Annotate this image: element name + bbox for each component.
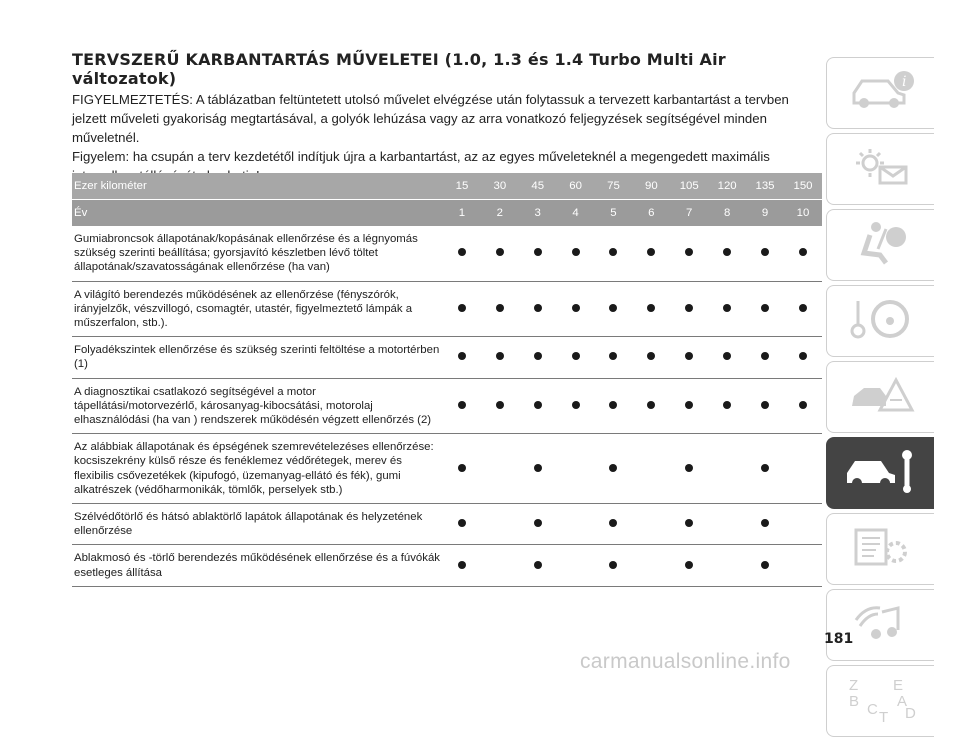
check-dot bbox=[799, 352, 807, 360]
check-dot bbox=[685, 519, 693, 527]
interval-cell bbox=[784, 434, 822, 504]
page-number: 181 bbox=[824, 631, 854, 647]
year-header-cell: 2 bbox=[481, 200, 519, 227]
check-dot bbox=[609, 352, 617, 360]
interval-cell bbox=[670, 226, 708, 281]
interval-cell bbox=[557, 434, 595, 504]
interval-cell bbox=[784, 337, 822, 378]
operation-description: Szélvédőtörlő és hátsó ablaktörlő lapátok állapotának és helyzetének ellenőrzése bbox=[72, 504, 443, 545]
check-dot bbox=[534, 464, 542, 472]
interval-cell bbox=[557, 504, 595, 545]
interval-cell bbox=[557, 378, 595, 434]
check-dot bbox=[496, 248, 504, 256]
check-dot bbox=[647, 401, 655, 409]
check-dot bbox=[534, 352, 542, 360]
check-dot bbox=[572, 352, 580, 360]
year-header-cell: 1 bbox=[443, 200, 481, 227]
interval-cell bbox=[708, 504, 746, 545]
interval-cell bbox=[784, 545, 822, 586]
interval-cell bbox=[443, 337, 481, 378]
interval-cell bbox=[746, 281, 784, 337]
table-row bbox=[72, 281, 822, 337]
year-header-cell: 3 bbox=[519, 200, 557, 227]
interval-cell bbox=[746, 545, 784, 586]
interval-cell bbox=[670, 378, 708, 434]
check-dot bbox=[458, 519, 466, 527]
interval-cell bbox=[557, 545, 595, 586]
interval-cell bbox=[557, 337, 595, 378]
interval-cell bbox=[481, 545, 519, 586]
interval-cell bbox=[481, 337, 519, 378]
check-dot bbox=[534, 248, 542, 256]
check-dot bbox=[685, 248, 693, 256]
interval-cell bbox=[708, 226, 746, 281]
interval-cell bbox=[519, 378, 557, 434]
index-letter: T bbox=[878, 708, 888, 724]
sidebar-tab-index-az[interactable] bbox=[826, 665, 934, 737]
km-header-cell: 15 bbox=[443, 173, 481, 200]
index-letter: Z bbox=[848, 676, 858, 694]
emergency-breakdown-icon bbox=[846, 372, 916, 423]
interval-cell bbox=[595, 226, 633, 281]
interval-cell bbox=[632, 378, 670, 434]
interval-cell bbox=[708, 281, 746, 337]
check-dot bbox=[572, 248, 580, 256]
sidebar-tab-warning-lights[interactable] bbox=[826, 133, 934, 205]
check-dot bbox=[534, 519, 542, 527]
page-title: TERVSZERŰ KARBANTARTÁS MŰVELETEI (1.0, 1.3 és 1.4 Turbo Multi Air változatok) bbox=[72, 50, 726, 88]
sidebar-tab-car-info[interactable] bbox=[826, 57, 934, 129]
table-row bbox=[72, 226, 822, 281]
svg-text:i: i bbox=[901, 73, 906, 90]
sidebar-tab-airbag-seat[interactable] bbox=[826, 209, 934, 281]
airbag-seat-icon bbox=[846, 219, 916, 272]
check-dot bbox=[723, 304, 731, 312]
check-dot bbox=[761, 401, 769, 409]
check-dot bbox=[685, 561, 693, 569]
interval-cell bbox=[595, 545, 633, 586]
check-dot bbox=[609, 248, 617, 256]
check-dot bbox=[458, 304, 466, 312]
year-header-label: Év bbox=[72, 200, 443, 227]
table-row bbox=[72, 337, 822, 378]
interval-cell bbox=[746, 504, 784, 545]
km-header-cell: 105 bbox=[670, 173, 708, 200]
interval-cell bbox=[443, 226, 481, 281]
index-letter: E bbox=[892, 676, 903, 694]
interval-cell bbox=[632, 281, 670, 337]
interval-cell bbox=[519, 545, 557, 586]
interval-cell bbox=[519, 434, 557, 504]
km-header-cell: 135 bbox=[746, 173, 784, 200]
operation-description: Ablakmosó és -törlő berendezés működésének ellenőrzése és a fúvókák esetleges állítása bbox=[72, 545, 443, 586]
year-header-cell: 10 bbox=[784, 200, 822, 227]
km-header-cell: 120 bbox=[708, 173, 746, 200]
index-az-icon bbox=[841, 674, 921, 729]
check-dot bbox=[458, 248, 466, 256]
table-body bbox=[72, 226, 822, 586]
note-paragraph: Figyelem: ha csupán a terv kezdetétől indítjuk újra a karbantartást, az az egyes műveleteknél a megengedett maximális bbox=[72, 149, 770, 164]
check-dot bbox=[534, 401, 542, 409]
index-letter: C bbox=[866, 700, 878, 718]
check-dot bbox=[723, 401, 731, 409]
interval-cell bbox=[595, 281, 633, 337]
interval-cell bbox=[670, 281, 708, 337]
interval-cell bbox=[557, 281, 595, 337]
operation-description: Gumiabroncsok állapotának/kopásának ellenőrzése és a légnyomás szükség szerinti beállítása; gyorsjavító készletben lévő töltet állapotának/szavatosságának ellenőrzése (ha van) bbox=[72, 226, 443, 281]
check-dot bbox=[761, 248, 769, 256]
interval-cell bbox=[519, 281, 557, 337]
sidebar-tab-car-maintenance[interactable] bbox=[826, 437, 934, 509]
car-info-icon bbox=[846, 69, 916, 118]
interval-cell bbox=[481, 504, 519, 545]
year-header-cell: 9 bbox=[746, 200, 784, 227]
interval-cell bbox=[595, 378, 633, 434]
interval-cell bbox=[595, 337, 633, 378]
interval-cell bbox=[708, 545, 746, 586]
year-header-cell: 6 bbox=[632, 200, 670, 227]
interval-cell bbox=[708, 434, 746, 504]
km-header-label: Ezer kilométer bbox=[72, 173, 443, 200]
sidebar-tab-technical-data[interactable] bbox=[826, 513, 934, 585]
check-dot bbox=[685, 304, 693, 312]
check-dot bbox=[761, 352, 769, 360]
km-header-cell: 75 bbox=[595, 173, 633, 200]
km-header-cell: 30 bbox=[481, 173, 519, 200]
technical-data-icon bbox=[846, 524, 916, 575]
year-header-cell: 8 bbox=[708, 200, 746, 227]
table-row bbox=[72, 434, 822, 504]
interval-cell bbox=[519, 226, 557, 281]
interval-cell bbox=[481, 281, 519, 337]
multimedia-icon bbox=[846, 600, 916, 651]
check-dot bbox=[609, 304, 617, 312]
interval-cell bbox=[443, 545, 481, 586]
index-letter: B bbox=[848, 692, 859, 710]
interval-cell bbox=[632, 545, 670, 586]
interval-cell bbox=[670, 545, 708, 586]
interval-cell bbox=[708, 337, 746, 378]
check-dot bbox=[799, 304, 807, 312]
check-dot bbox=[609, 401, 617, 409]
interval-cell bbox=[746, 434, 784, 504]
interval-cell bbox=[519, 337, 557, 378]
km-header-cell: 150 bbox=[784, 173, 822, 200]
watermark: carmanualsonline.info bbox=[580, 650, 791, 673]
interval-cell bbox=[595, 434, 633, 504]
warning-paragraph: FIGYELMEZTETÉS: A táblázatban feltüntetett utolsó művelet elvégzése után folytassuk a tervezett karbantartást a tervben jelzett műveleti gyakoriság megtartásával, a golyók lehúzása vagy az arra vonatkozó feljegyzések segítségével minden műveletnél. bbox=[72, 92, 789, 145]
check-dot bbox=[761, 464, 769, 472]
interval-cell bbox=[784, 281, 822, 337]
year-header-cell: 7 bbox=[670, 200, 708, 227]
table-row bbox=[72, 545, 822, 586]
check-dot bbox=[761, 304, 769, 312]
check-dot bbox=[685, 352, 693, 360]
interval-cell bbox=[481, 378, 519, 434]
operation-description: Folyadékszintek ellenőrzése és szükség szerinti feltöltése a motortérben (1) bbox=[72, 337, 443, 378]
sidebar-tab-steering-wheel-key[interactable] bbox=[826, 285, 934, 357]
check-dot bbox=[572, 401, 580, 409]
interval-cell bbox=[481, 226, 519, 281]
interval-cell bbox=[746, 378, 784, 434]
check-dot bbox=[534, 304, 542, 312]
km-header-cell: 45 bbox=[519, 173, 557, 200]
interval-cell bbox=[632, 226, 670, 281]
index-letter: A bbox=[896, 692, 907, 710]
interval-cell bbox=[519, 504, 557, 545]
car-maintenance-icon bbox=[841, 449, 921, 498]
check-dot bbox=[685, 401, 693, 409]
check-dot bbox=[723, 352, 731, 360]
interval-cell bbox=[784, 504, 822, 545]
operation-description: Az alábbiak állapotának és épségének szemrevételezéses ellenőrzése: kocsiszekrény külső része és fenéklemez védőrétegek, merev és flexibilis csővezetékek (kipufogó, üzemanyag-ellátó és fék), gumi alkatrészek (védőharmonikák, tömlők, perselyek stb.) bbox=[72, 434, 443, 504]
check-dot bbox=[609, 561, 617, 569]
warning-lights-icon bbox=[846, 145, 916, 194]
year-header-cell: 4 bbox=[557, 200, 595, 227]
interval-cell bbox=[443, 434, 481, 504]
interval-cell bbox=[708, 378, 746, 434]
intro-text bbox=[72, 90, 822, 185]
interval-cell bbox=[443, 281, 481, 337]
km-header-cell: 60 bbox=[557, 173, 595, 200]
check-dot bbox=[685, 464, 693, 472]
km-header-row bbox=[72, 173, 822, 200]
table-row bbox=[72, 504, 822, 545]
interval-cell bbox=[481, 434, 519, 504]
check-dot bbox=[496, 352, 504, 360]
interval-cell bbox=[443, 378, 481, 434]
interval-cell bbox=[670, 504, 708, 545]
interval-cell bbox=[632, 434, 670, 504]
sidebar-tab-emergency-breakdown[interactable] bbox=[826, 361, 934, 433]
operation-description: A világító berendezés működésének az ellenőrzése (fényszórók, irányjelzők, vészvillogó, csomagtér, utastér, figyelmeztető lámpák a műszerfalon, stb.). bbox=[72, 281, 443, 337]
check-dot bbox=[609, 464, 617, 472]
steering-wheel-key-icon bbox=[846, 295, 916, 348]
check-dot bbox=[458, 464, 466, 472]
interval-cell bbox=[632, 337, 670, 378]
check-dot bbox=[572, 304, 580, 312]
check-dot bbox=[761, 561, 769, 569]
check-dot bbox=[458, 352, 466, 360]
check-dot bbox=[609, 519, 617, 527]
check-dot bbox=[458, 401, 466, 409]
interval-cell bbox=[670, 337, 708, 378]
check-dot bbox=[647, 248, 655, 256]
interval-cell bbox=[746, 226, 784, 281]
table-row bbox=[72, 378, 822, 434]
check-dot bbox=[534, 561, 542, 569]
interval-cell bbox=[443, 504, 481, 545]
interval-cell bbox=[595, 504, 633, 545]
check-dot bbox=[496, 401, 504, 409]
check-dot bbox=[799, 401, 807, 409]
interval-cell bbox=[784, 226, 822, 281]
index-letter: D bbox=[904, 704, 916, 722]
maintenance-table bbox=[72, 173, 822, 587]
check-dot bbox=[723, 248, 731, 256]
interval-cell bbox=[784, 378, 822, 434]
km-header-cell: 90 bbox=[632, 173, 670, 200]
interval-cell bbox=[670, 434, 708, 504]
check-dot bbox=[496, 304, 504, 312]
year-header-row bbox=[72, 200, 822, 227]
interval-cell bbox=[557, 226, 595, 281]
check-dot bbox=[799, 248, 807, 256]
operation-description: A diagnosztikai csatlakozó segítségével a motor tápellátási/motorvezérlő, károsanyag-kibocsátási, motorolaj elhasználódási (ha van ) rendszerek működésén végzett ellenőrzés (2) bbox=[72, 378, 443, 434]
interval-cell bbox=[746, 337, 784, 378]
check-dot bbox=[761, 519, 769, 527]
year-header-cell: 5 bbox=[595, 200, 633, 227]
check-dot bbox=[647, 304, 655, 312]
interval-cell bbox=[632, 504, 670, 545]
check-dot bbox=[458, 561, 466, 569]
check-dot bbox=[647, 352, 655, 360]
sidebar-tab-multimedia[interactable] bbox=[826, 589, 934, 661]
